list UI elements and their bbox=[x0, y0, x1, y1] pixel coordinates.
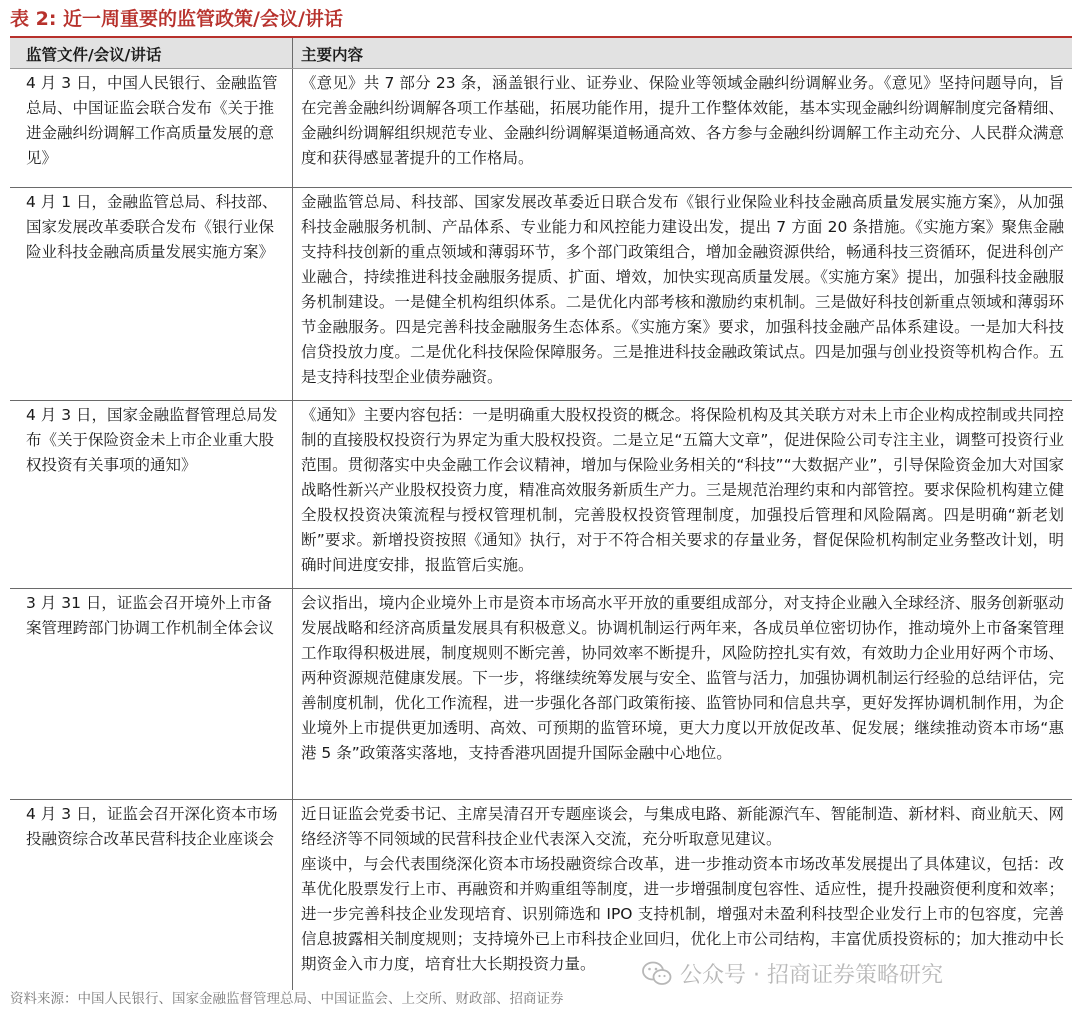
table-row bbox=[10, 69, 1072, 188]
table-row bbox=[10, 401, 1072, 589]
row-document: 4 月 3 日，国家金融监督管理总局发布《关于保险资金未上市企业重大股权投资有关事项的通知》 bbox=[10, 401, 293, 588]
row-content: 金融监管总局、科技部、国家发展改革委近日联合发布《银行业保险业科技金融高质量发展实施方案》，从加强科技金融服务机制、产品体系、专业能力和风控能力建设出发，提出 7 方面 20 条措施。《实施方案》聚焦金融支持科技创新的重点领域和薄弱环节，多个部门政策组合，增加金融资源供给，畅通科技三资循环，促进科创产业融合，持续推进科技金融服务提质、扩面、增效，加快实现高质量发展。《实施方案》提出，加强科技金融服务机制建设。一是健全机构组织体系。二是优化内部考核和激励约束机制。三是做好科技创新重点领域和薄弱环节金融服务。四是完善科技金融服务生态体系。《实施方案》要求，加强科技金融产品体系建设。一是加大科技信贷投放力度。二是优化科技保险保障服务。三是推进科技金融政策试点。四是加强与创业投资等机构合作。五是支持科技型企业债券融资。 bbox=[301, 193, 1064, 386]
policy-table bbox=[10, 36, 1072, 990]
row-document: 4 月 3 日，中国人民银行、金融监管总局、中国证监会联合发布《关于推进金融纠纷调解工作高质量发展的意见》 bbox=[10, 69, 293, 187]
row-document: 4 月 3 日，证监会召开深化资本市场投融资综合改革民营科技企业座谈会 bbox=[10, 800, 293, 990]
watermark-label: 公众号 · 招商证券策略研究 bbox=[680, 963, 943, 988]
header-col-content: 主要内容 bbox=[301, 46, 364, 64]
row-content: 《意见》共 7 部分 23 条，涵盖银行业、证券业、保险业等领域金融纠纷调解业务。《意见》坚持问题导向，旨在完善金融纠纷调解各项工作基础，拓展功能作用，提升工作整体效能，基本实现金融纠纷调解制度完备精细、金融纠纷调解组织规范专业、金融纠纷调解渠道畅通高效、各方参与金融纠纷调解工作主动充分、人民群众满意度和获得感显著提升的工作格局。 bbox=[301, 74, 1064, 167]
header-col-document: 监管文件/会议/讲话 bbox=[10, 38, 293, 68]
row-content: 会议指出，境内企业境外上市是资本市场高水平开放的重要组成部分，对支持企业融入全球经济、服务创新驱动发展战略和经济高质量发展具有积极意义。协调机制运行两年来，各成员单位密切协作，推动境外上市备案管理工作取得积极进展，制度规则不断完善，协同效率不断提升，风险防控扎实有效，有效助力企业用好两个市场、两种资源规范健康发展。下一步，将继续统筹发展与安全、监管与活力，加强协调机制运行经验的总结评估，完善制度机制，优化工作流程，进一步强化各部门政策衔接、监管协同和信息共享，更好发挥协调机制作用，为企业境外上市提供更加透明、高效、可预期的监管环境，更大力度以开放促改革、促发展；继续推动资本市场“惠港 5 条”政策落实落地，支持香港巩固提升国际金融中心地位。 bbox=[301, 594, 1064, 762]
table-title: 表 2: 近一周重要的监管政策/会议/讲话 bbox=[10, 8, 343, 30]
table-row bbox=[10, 589, 1072, 800]
wechat-icon bbox=[642, 961, 672, 987]
row-document: 3 月 31 日，证监会召开境外上市备案管理跨部门协调工作机制全体会议 bbox=[10, 589, 293, 799]
row-content: 《通知》主要内容包括：一是明确重大股权投资的概念。将保险机构及其关联方对未上市企业构成控制或共同控制的直接股权投资行为界定为重大股权投资。二是立足“五篇大文章”，促进保险公司专注主业，调整可投资行业范围。贯彻落实中央金融工作会议精神，增加与保险业务相关的“科技”“大数据产业”，引导保险资金加大对国家战略性新兴产业股权投资力度，精准高效服务新质生产力。三是规范治理约束和内部管控。要求保险机构建立健全股权投资决策流程与授权管理机制，完善股权投资管理制度，加强投后管理和风险隔离。四是明确“新老划断”要求。新增投资按照《通知》执行，对于不符合相关要求的存量业务，督促保险机构制定业务整改计划，明确时间进度安排，报监管后实施。 bbox=[301, 406, 1064, 574]
row-content: 近日证监会党委书记、主席吴清召开专题座谈会，与集成电路、新能源汽车、智能制造、新材料、商业航天、网络经济等不同领域的民营科技企业代表深入交流，充分听取意见建议。 座谈中，与会代表围绕深化资本市场投融资综合改革，进一步推动资本市场改革发展提出了具体建议，包括：改革优化股票发行上市、再融资和并购重组等制度，进一步增强制度包容性、适应性，提升投融资便利度和效率；进一步完善科技企业发现培育、识别筛选和 IPO 支持机制，增强对未盈利科技型企业发行上市的包容度，完善信息披露相关制度规则；支持境外已上市科技企业回归，优化上市公司结构，丰富优质投资标的；加大推动中长期资金入市力度，培育壮大长期投资力量。 bbox=[301, 805, 1064, 973]
watermark bbox=[642, 958, 943, 989]
table-header bbox=[10, 38, 1072, 69]
row-document: 4 月 1 日，金融监管总局、科技部、国家发展改革委联合发布《银行业保险业科技金融高质量发展实施方案》 bbox=[10, 188, 293, 400]
table-row bbox=[10, 188, 1072, 401]
source-note: 资料来源：中国人民银行、国家金融监督管理总局、中国证监会、上交所、财政部、招商证券 bbox=[10, 991, 564, 1007]
